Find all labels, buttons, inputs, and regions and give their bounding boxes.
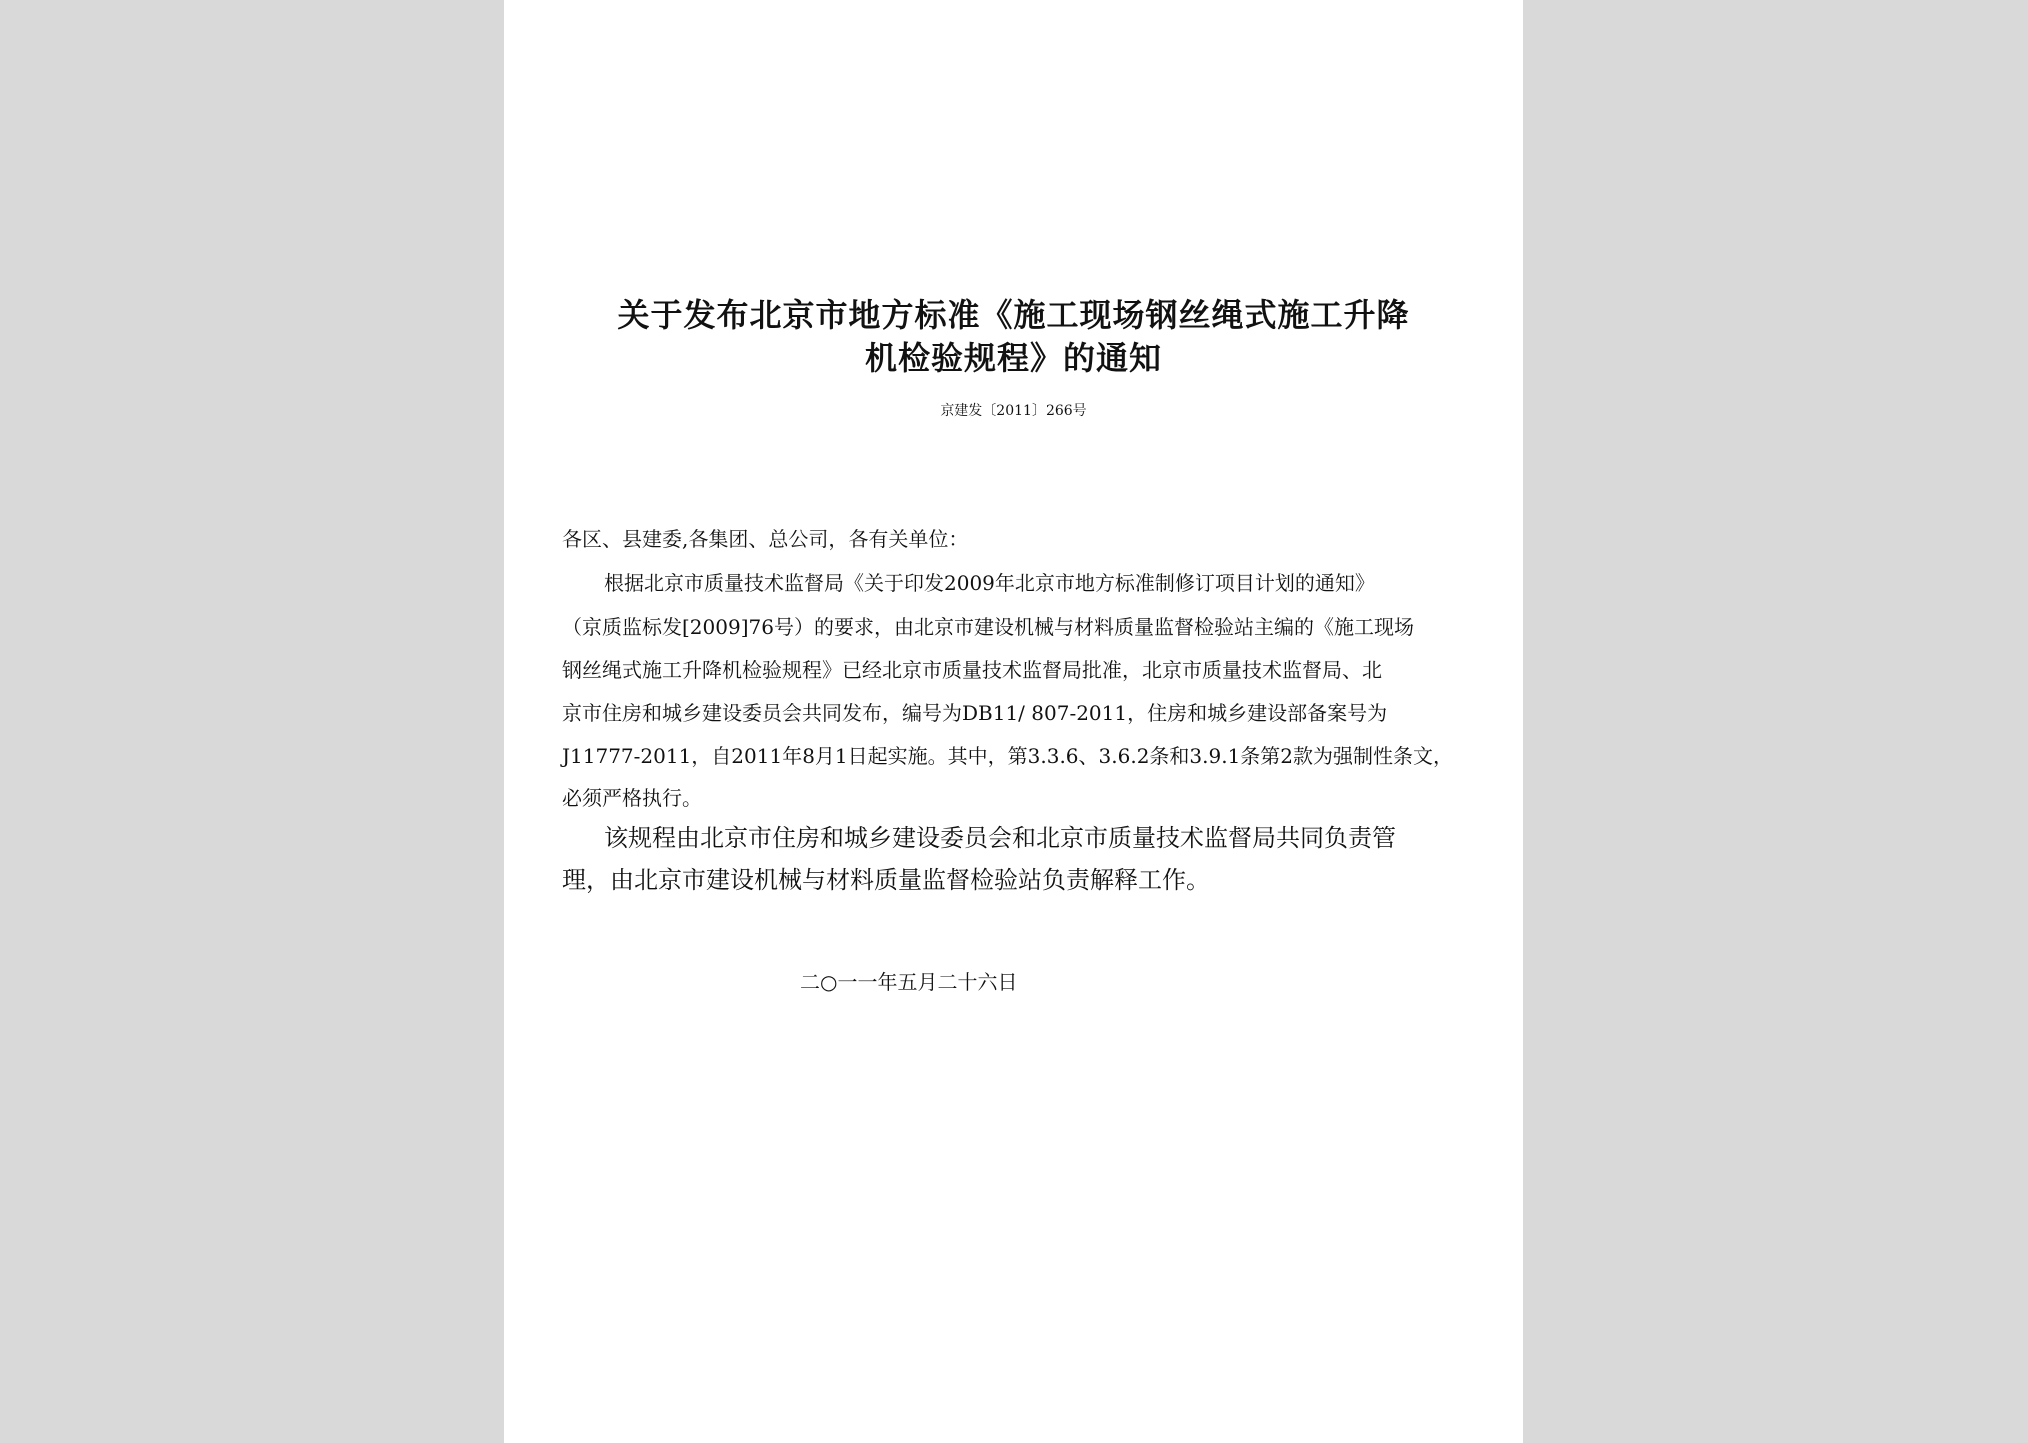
paragraph2-line: 该规程由北京市住房和城乡建设委员会和北京市质量技术监督局共同负责管	[604, 824, 1396, 852]
paragraph1-line: 必须严格执行。	[562, 786, 702, 810]
title-line-1: 关于发布北京市地方标准《施工现场钢丝绳式施工升降	[617, 296, 1410, 334]
paragraph2-line: 理，由北京市建设机械与材料质量监督检验站负责解释工作。	[562, 866, 1210, 894]
paragraph1-line: 根据北京市质量技术监督局《关于印发2009年北京市地方标准制修订项目计划的通知》	[604, 571, 1375, 595]
paragraph1-line: （京质监标发[2009]76号）的要求，由北京市建设机械与材料质量监督检验站主编的《施工现场	[562, 615, 1414, 639]
paragraph1-line: 钢丝绳式施工升降机检验规程》已经北京市质量技术监督局批准，北京市质量技术监督局、北	[562, 658, 1382, 682]
issue-date: 二○一一年五月二十六日	[800, 970, 1018, 994]
document-number: 京建发〔2011〕266号	[940, 403, 1087, 419]
addressee: 各区、县建委,各集团、总公司，各有关单位：	[562, 527, 969, 551]
document-page	[504, 0, 1523, 1443]
paragraph1-line: 京市住房和城乡建设委员会共同发布，编号为DB11/ 807-2011，住房和城乡建设部备案号为	[562, 701, 1388, 725]
paragraph1-line: J11777-2011，自2011年8月1日起实施。其中，第3.3.6、3.6.2条和3.9.1条第2款为强制性条文，	[562, 744, 1454, 768]
title-line-2: 机检验规程》的通知	[864, 339, 1162, 377]
